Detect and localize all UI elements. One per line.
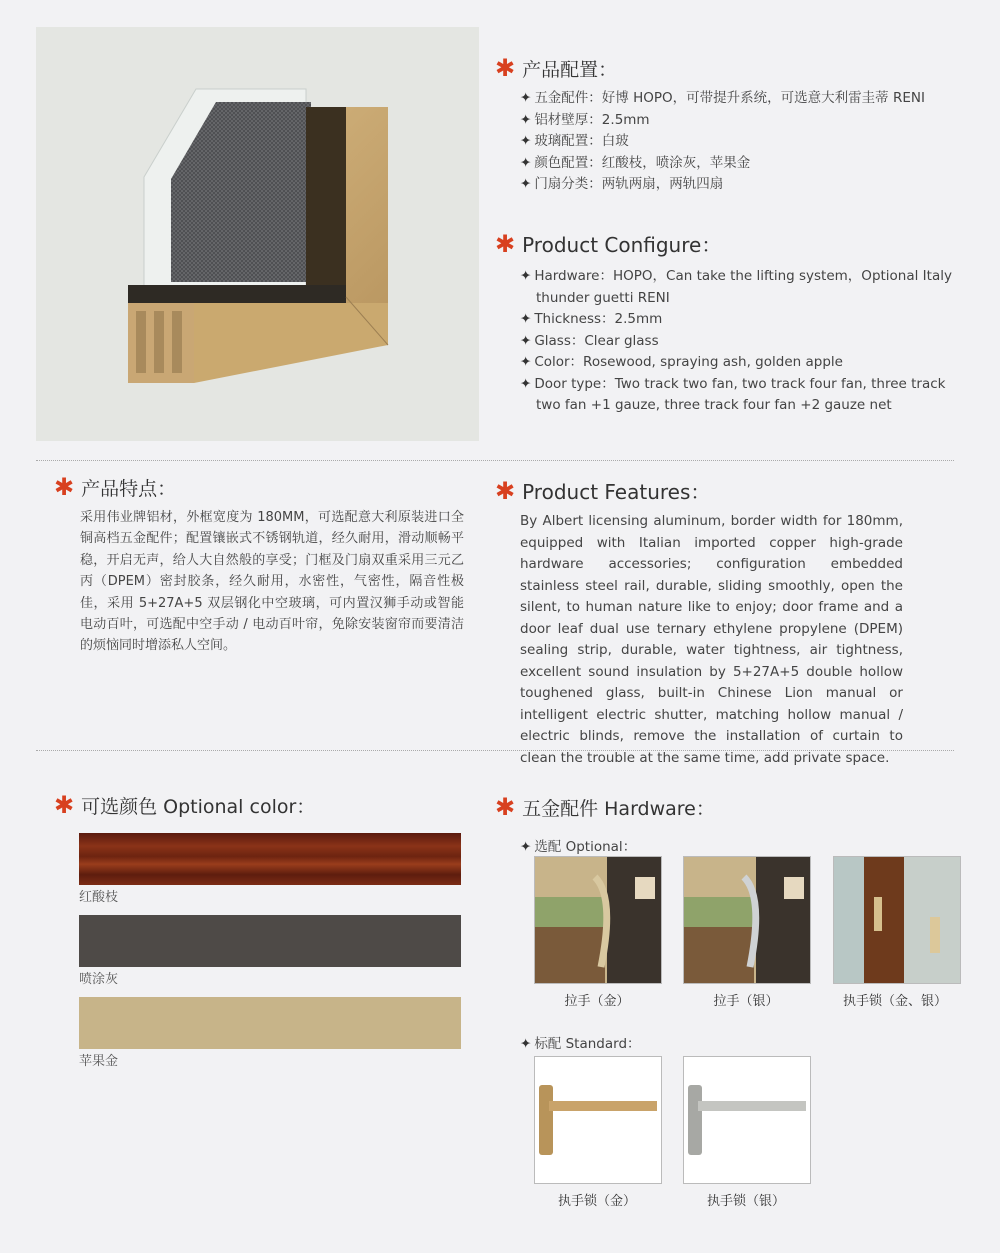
handle-gold-illustration xyxy=(535,857,661,983)
asterisk-icon: ✱ xyxy=(53,473,75,501)
lock-handle-illustration xyxy=(834,857,960,983)
divider xyxy=(36,750,954,751)
cross-bullet-icon: ✦ xyxy=(520,90,532,106)
window-frame-illustration xyxy=(36,27,479,441)
cross-bullet-icon: ✦ xyxy=(520,332,532,349)
asterisk-icon: ✱ xyxy=(494,793,516,821)
hardware-title: 五金配件 Hardware xyxy=(522,798,696,820)
list-item: ✦ 颜色配置：红酸枝，喷涂灰，苹果金 xyxy=(520,154,751,171)
caption-standard-1: 执手锁（银） xyxy=(706,1194,785,1209)
color-swatch-gray xyxy=(79,915,461,967)
lock-gold-image xyxy=(534,1056,662,1184)
optional-color-title: 可选颜色 Optional color xyxy=(81,796,297,818)
list-item: ✦ Glass：Clear glass xyxy=(520,332,659,349)
features-zh-text: 采用伟业牌铝材，外框宽度为 180MM，可选配意大利原装进口全铜高档五金配件；配置镶嵌式不锈钢轨道，经久耐用，滑动顺畅平稳，开启无声，给人大自然般的享受；门框及门扇双重采用三元乙丙（DPEM）密封胶条，经久耐用，水密性，气密性，隔音性极佳，采用 5+27A+5 双层钢化中空玻璃，可内置汉狮手动或智能电动百叶，可选配中空手动 / 电动百叶帘，免除安装窗帘而要清洁的烦恼同时增添私人空间。 xyxy=(80,510,464,654)
divider xyxy=(36,460,954,461)
swatch-label: 红酸枝 xyxy=(79,890,119,905)
list-item: ✦ Color：Rosewood, spraying ash, golden apple xyxy=(520,354,843,370)
asterisk-icon: ✱ xyxy=(53,791,75,819)
features-en-title: Product Features xyxy=(522,480,691,504)
hardware-section xyxy=(493,794,973,855)
color-swatch-gold xyxy=(79,997,461,1049)
list-item: ✦ Hardware：HOPO，Can take the lifting system，Optional Italy thunder guetti RENI xyxy=(520,268,952,306)
product-config-en xyxy=(493,229,953,417)
list-item: ✦ 铝材壁厚：2.5mm xyxy=(520,111,650,128)
features-en-heading: ✱ Product Features： xyxy=(494,477,711,505)
product-config-zh-list xyxy=(520,88,973,196)
standard-subheading: ✦ 标配 Standard： xyxy=(520,1036,641,1052)
cross-bullet-icon: ✦ xyxy=(520,354,532,370)
optional-color-heading: ✱ 可选颜色 Optional color： xyxy=(53,791,316,819)
product-config-zh xyxy=(493,55,973,196)
product-config-en-list xyxy=(520,266,953,417)
list-item: ✦ Thickness：2.5mm xyxy=(520,311,663,327)
list-item: ✦ 玻璃配置：白玻 xyxy=(520,133,629,149)
features-zh xyxy=(52,474,464,657)
asterisk-icon: ✱ xyxy=(494,230,516,258)
swatch-label: 苹果金 xyxy=(79,1054,119,1069)
features-en-text: By Albert licensing aluminum, border width for 180mm, equipped with Italian imported copper high-grade hardware accessories; configuration embedded stainless steel rail, durable, sliding smoothly, open the silent, to human nature like to enjoy; door frame and a door leaf dual use ternary ethylene propylene (DPEM) sealing strip, durable, water tightness, air tightness, excellent sound insulation by 5+27A+5 double hollow toughened glass, built-in Chinese Lion manual or intelligent electric shutter, matching hollow manual / electric blinds, remove the installation of curtain to clean the trouble at the same time, add private space. xyxy=(520,513,903,766)
color-swatch-rosewood xyxy=(79,833,461,885)
cross-bullet-icon: ✦ xyxy=(520,154,532,171)
cross-bullet-icon: ✦ xyxy=(520,133,532,149)
lock-silver-illustration xyxy=(684,1057,810,1183)
cross-bullet-icon: ✦ xyxy=(520,1036,532,1052)
caption-standard-0: 执手锁（金） xyxy=(557,1194,636,1209)
asterisk-icon: ✱ xyxy=(494,54,516,82)
features-en xyxy=(493,476,903,769)
handle-gold-image xyxy=(534,856,662,984)
cross-bullet-icon: ✦ xyxy=(520,311,532,327)
handle-silver-image xyxy=(683,856,811,984)
product-config-en-heading: ✱ Product Configure： xyxy=(494,230,722,258)
cross-bullet-icon: ✦ xyxy=(520,839,532,855)
product-config-en-title: Product Configure xyxy=(522,233,702,257)
product-config-zh-heading: ✱ 产品配置： xyxy=(494,54,618,82)
lock-silver-image xyxy=(683,1056,811,1184)
cross-bullet-icon: ✦ xyxy=(520,111,532,128)
swatch-label: 喷涂灰 xyxy=(79,972,119,987)
features-zh-title: 产品特点 xyxy=(81,478,158,500)
cross-bullet-icon: ✦ xyxy=(520,268,532,284)
list-item: ✦ Door type：Two track two fan, two track four fan, three track two fan +1 gauze, three track four fan +2 gauze net xyxy=(520,375,946,413)
caption-optional-0: 拉手（金） xyxy=(564,994,630,1009)
optional-color-section xyxy=(52,792,464,1079)
lock-handle-image xyxy=(833,856,961,984)
cross-bullet-icon: ✦ xyxy=(520,375,532,392)
lock-gold-illustration xyxy=(535,1057,661,1183)
product-config-zh-title: 产品配置 xyxy=(522,59,599,81)
list-item: ✦ 五金配件：好博 HOPO，可带提升系统，可选意大利雷圭蒂 RENI xyxy=(520,90,925,106)
features-zh-heading: ✱ 产品特点： xyxy=(53,473,177,501)
cross-bullet-icon: ✦ xyxy=(520,176,532,192)
asterisk-icon: ✱ xyxy=(494,477,516,505)
caption-optional-2: 执手锁（金、银） xyxy=(842,994,947,1009)
product-image xyxy=(36,27,479,441)
optional-subheading: ✦ 选配 Optional： xyxy=(520,839,637,855)
handle-silver-illustration xyxy=(684,857,810,983)
list-item: ✦ 门扇分类：两轨两扇，两轨四扇 xyxy=(520,176,724,192)
caption-optional-1: 拉手（银） xyxy=(713,994,779,1009)
hardware-heading: ✱ 五金配件 Hardware： xyxy=(494,793,715,821)
